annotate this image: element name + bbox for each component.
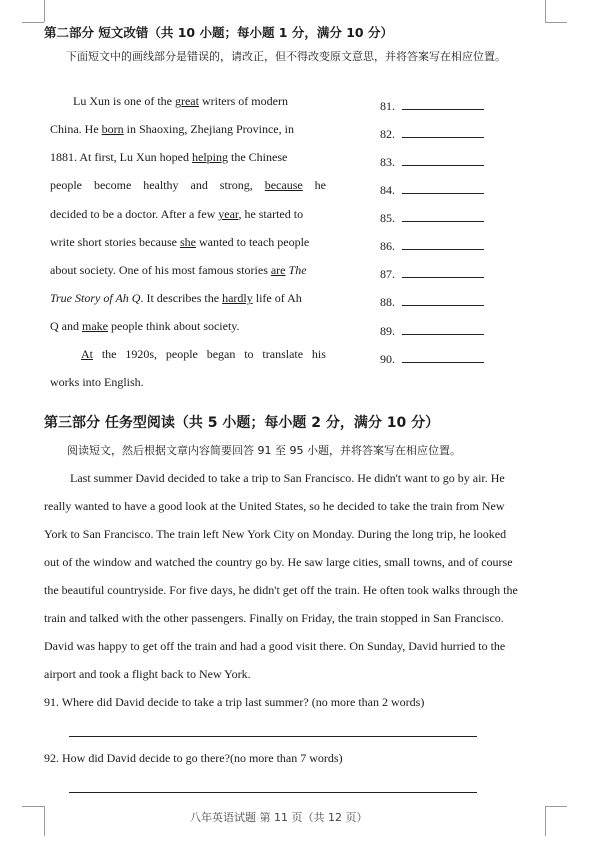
- crop-mark-bottom-right-v: [545, 806, 546, 836]
- answer-blank-84[interactable]: 84.: [380, 181, 484, 198]
- passage-line-4: people become healthy and strong, because he: [50, 178, 326, 192]
- page-footer: 八年英语试题 第 11 页（共 12 页）: [190, 811, 368, 824]
- answer-blank-82[interactable]: 82.: [380, 125, 484, 142]
- passage-line-8: True Story of Ah Q. It describes the hardly life of Ah: [50, 291, 302, 305]
- passage-line-9: Q and make people think about society.: [50, 319, 240, 333]
- reading-line-8: airport and took a flight back to New York.: [44, 667, 251, 681]
- answer-blank-87[interactable]: 87.: [380, 265, 484, 282]
- answer-blank-83[interactable]: 83.: [380, 153, 484, 170]
- answer-blank-89[interactable]: 89.: [380, 322, 484, 339]
- answer-blank-81[interactable]: 81.: [380, 97, 484, 114]
- reading-line-4: out of the window and watched the country go by. He saw large cities, small towns, and of course: [44, 555, 513, 569]
- reading-line-7: David was happy to get off the train and had a good visit there. On Sunday, David hurried to the: [44, 639, 506, 653]
- passage-line-11: works into English.: [50, 375, 144, 389]
- passage-line-10: At the 1920s, people began to translate his: [81, 347, 326, 361]
- crop-mark-top-left-v: [44, 0, 45, 22]
- reading-line-3: York to San Francisco. The train left New York City on Monday. During the long trip, he looked: [44, 527, 507, 541]
- reading-line-2: really wanted to have a good look at the United States, so he decided to take the train from New: [44, 499, 505, 513]
- error-word: year: [218, 207, 239, 221]
- reading-line-6: train and talked with the other passengers. Finally on Friday, the train stopped in San Francisco.: [44, 611, 504, 625]
- passage-line-6: write short stories because she wanted to teach people: [50, 235, 310, 249]
- error-word: born: [101, 122, 124, 136]
- section2-instruction: 下面短文中的画线部分是错误的，请改正，但不得改变原文意思，并将答案写在相应位置。: [66, 50, 506, 63]
- answer-line-92[interactable]: [69, 792, 477, 793]
- error-word: are: [270, 263, 286, 277]
- question-92: 92. How did David decide to go there?(no more than 7 words): [44, 751, 343, 765]
- section3-instruction: 阅读短文，然后根据文章内容简要回答 91 至 95 小题，并将答案写在相应位置。: [67, 444, 461, 457]
- answer-blank-85[interactable]: 85.: [380, 209, 484, 226]
- answer-blank-90[interactable]: 90.: [380, 350, 484, 367]
- answer-blank-86[interactable]: 86.: [380, 237, 484, 254]
- section2-heading: 第二部分 短文改错（共 10 小题；每小题 1 分，满分 10 分）: [44, 25, 393, 40]
- crop-mark-bottom-left-h: [22, 806, 44, 807]
- passage-line-3: 1881. At first, Lu Xun hoped helping the Chinese: [50, 150, 288, 164]
- crop-mark-top-right-v: [545, 0, 546, 22]
- crop-mark-top-right-h: [545, 22, 567, 23]
- answer-line-91[interactable]: [69, 736, 477, 737]
- reading-line-5: the beautiful countryside. For five days, he didn't get off the train. He often took walks through the: [44, 583, 518, 597]
- error-word: make: [82, 319, 108, 333]
- answer-blank-88[interactable]: 88.: [380, 293, 484, 310]
- crop-mark-bottom-left-v: [44, 806, 45, 836]
- reading-line-1: Last summer David decided to take a trip to San Francisco. He didn't want to go by air. He: [70, 471, 505, 485]
- error-word: because: [264, 178, 303, 192]
- passage-line-7: about society. One of his most famous stories are The: [50, 263, 307, 277]
- error-word: she: [179, 235, 196, 249]
- crop-mark-top-left-h: [22, 22, 44, 23]
- question-91: 91. Where did David decide to take a trip last summer? (no more than 2 words): [44, 695, 425, 709]
- error-word: helping: [192, 150, 228, 164]
- error-word: great: [174, 94, 199, 108]
- error-word: hardly: [222, 291, 253, 305]
- passage-line-2: China. He born in Shaoxing, Zhejiang Province, in: [50, 122, 294, 136]
- passage-line-1: Lu Xun is one of the great writers of modern: [73, 94, 288, 108]
- section3-heading: 第三部分 任务型阅读（共 5 小题；每小题 2 分，满分 10 分）: [44, 415, 440, 431]
- error-word: At: [81, 347, 93, 361]
- passage-line-5: decided to be a doctor. After a few year, he started to: [50, 207, 304, 221]
- crop-mark-bottom-right-h: [545, 806, 567, 807]
